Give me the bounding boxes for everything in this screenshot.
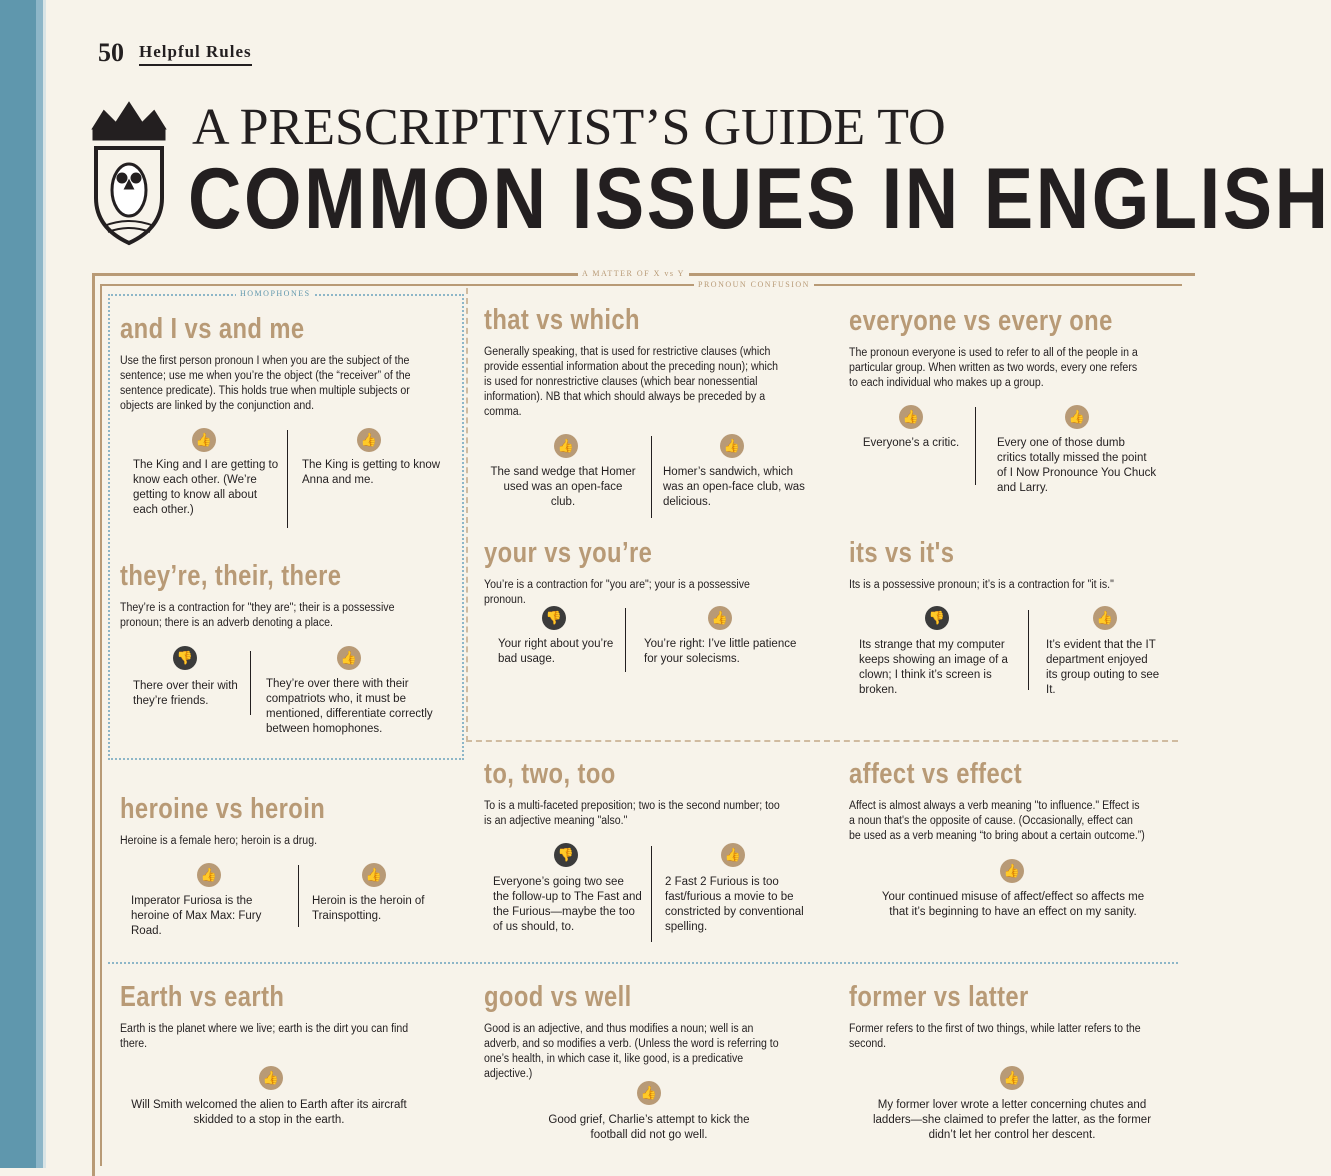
section-former-vs-latter bbox=[849, 981, 1171, 1052]
thumbs-up-icon: 👍 bbox=[362, 863, 386, 887]
divider bbox=[975, 407, 976, 485]
example-correct: The King and I are getting to know each other. (We’re getting to know all about each other.) bbox=[133, 459, 279, 516]
thumbs-up-icon: 👍 bbox=[637, 1081, 661, 1105]
page-number: 50 bbox=[98, 38, 124, 67]
section-title: that vs which bbox=[484, 304, 640, 336]
section-to-two-too bbox=[484, 758, 814, 829]
section-that-vs-which bbox=[484, 304, 814, 420]
example-correct: They’re over there with their compatriots who, it must be mentioned, differentiate correctly between homophones. bbox=[266, 678, 433, 735]
section-description: Affect is almost always a verb meaning "to influence." Effect is a noun that's the opposite of cause. (Occasionally, effect can be used as a verb meaning “to bring about a certain outcome.”) bbox=[849, 800, 1145, 842]
section-title: affect vs effect bbox=[849, 758, 1023, 790]
section-everyone-vs-every-one bbox=[849, 305, 1171, 391]
example-correct: Everyone’s a critic. bbox=[862, 437, 960, 449]
section-title: good vs well bbox=[484, 981, 632, 1013]
example-incorrect: There over their with they’re friends. bbox=[133, 680, 238, 707]
divider bbox=[250, 651, 251, 715]
example-correct: Your continued misuse of affect/effect so affects me that it’s beginning to have an effect on my sanity. bbox=[881, 891, 1145, 918]
section-its-vs-its bbox=[849, 537, 1171, 593]
section-theyre-their-there bbox=[120, 560, 450, 631]
example-incorrect: Everyone’s going two see the follow-up to The Fast and the Furious—maybe the too of us should, to. bbox=[493, 876, 642, 933]
example-correct: The King is getting to know Anna and me. bbox=[302, 459, 441, 486]
example-incorrect: Its strange that my computer keeps showing an image of a clown; I think it’s screen is broken. bbox=[859, 639, 1008, 696]
side-stripe bbox=[0, 0, 36, 1168]
side-stripe-light bbox=[36, 0, 43, 1168]
thumbs-up-icon: 👍 bbox=[708, 606, 732, 630]
thumbs-up-icon: 👍 bbox=[1093, 606, 1117, 630]
thumbs-up-icon: 👍 bbox=[259, 1066, 283, 1090]
thumbs-up-icon: 👍 bbox=[197, 863, 221, 887]
section-description: Earth is the planet where we live; earth is the dirt you can find there. bbox=[120, 1023, 409, 1050]
example-incorrect: Your right about you’re bad usage. bbox=[498, 638, 614, 665]
example-correct: My former lover wrote a letter concerning chutes and ladders—she claimed to prefer the latter, as the former didn’t let her control her descent. bbox=[872, 1099, 1152, 1141]
section-good-vs-well bbox=[484, 981, 814, 1082]
divider bbox=[1028, 610, 1029, 690]
example-correct: Will Smith welcomed the alien to Earth after its aircraft skidded to a stop in the earth. bbox=[131, 1099, 407, 1126]
thumbs-up-icon: 👍 bbox=[721, 843, 745, 867]
section-your-vs-youre bbox=[484, 537, 814, 608]
section-title: your vs you’re bbox=[484, 537, 653, 569]
thumbs-up-icon: 👍 bbox=[1065, 405, 1089, 429]
thumbs-up-icon: 👍 bbox=[899, 405, 923, 429]
headline-line-1: A PRESCRIPTIVIST’S GUIDE TO bbox=[192, 99, 946, 156]
thumbs-down-icon: 👎 bbox=[554, 843, 578, 867]
example-correct: Every one of those dumb critics totally missed the point of I Now Pronounce You Chuck and Larry. bbox=[997, 437, 1157, 494]
section-description: Former refers to the first of two things, while latter refers to the second. bbox=[849, 1023, 1141, 1050]
owl-crest-icon bbox=[88, 98, 170, 248]
section-description: Generally speaking, that is used for restrictive clauses (which provide essential information about the preceding noun); which is used for nonrestrictive clauses (which bear nonessential information). NB that which should always be preceded by a comma. bbox=[484, 346, 779, 418]
example-correct: Homer’s sandwich, which was an open-face club, was delicious. bbox=[663, 466, 805, 508]
section-description: You’re is a contraction for "you are"; your is a possessive pronoun. bbox=[484, 579, 750, 606]
page-title: Helpful Rules bbox=[139, 42, 252, 66]
section-description: Good is an adjective, and thus modifies a noun; well is an adverb, and so modifies a verb. (Unless the word is referring to one’s health, in which case it, like good, is a predicative adjective.) bbox=[484, 1023, 779, 1080]
section-earth-vs-earth bbox=[120, 981, 450, 1052]
divider bbox=[298, 865, 299, 927]
label-pronoun-confusion: PRONOUN CONFUSION bbox=[694, 280, 814, 289]
section-description: Heroine is a female hero; heroin is a drug. bbox=[120, 835, 318, 847]
section-and-i-vs-and-me bbox=[120, 313, 450, 414]
label-matter-of: A MATTER OF X vs Y bbox=[578, 269, 689, 278]
label-homophones: HOMOPHONES bbox=[236, 289, 315, 298]
section-title: former vs latter bbox=[849, 981, 1029, 1013]
section-affect-vs-effect bbox=[849, 758, 1171, 844]
example-correct: 2 Fast 2 Furious is too fast/furious a movie to be constricted by conventional spelling. bbox=[665, 876, 804, 933]
divider bbox=[651, 846, 652, 942]
thumbs-up-icon: 👍 bbox=[192, 428, 216, 452]
section-heroine-vs-heroin bbox=[120, 793, 450, 849]
headline-line-2: COMMON ISSUES IN ENGLISH bbox=[188, 151, 1331, 247]
section-description: They’re is a contraction for "they are"; their is a possessive pronoun; there is an adverb denoting a place. bbox=[120, 602, 395, 629]
thumbs-down-icon: 👎 bbox=[173, 646, 197, 670]
section-title: to, two, too bbox=[484, 758, 616, 790]
divider bbox=[651, 436, 652, 518]
section-title: Earth vs earth bbox=[120, 981, 285, 1013]
thumbs-up-icon: 👍 bbox=[357, 428, 381, 452]
thumbs-down-icon: 👎 bbox=[925, 606, 949, 630]
thumbs-up-icon: 👍 bbox=[554, 434, 578, 458]
divider bbox=[287, 430, 288, 528]
section-description: Its is a possessive pronoun; it’s is a contraction for "it is." bbox=[849, 579, 1114, 591]
thumbs-up-icon: 👍 bbox=[720, 434, 744, 458]
thumbs-up-icon: 👍 bbox=[337, 646, 361, 670]
section-title: heroine vs heroin bbox=[120, 793, 326, 825]
section-title: and I vs and me bbox=[120, 313, 305, 345]
section-title: its vs it's bbox=[849, 537, 955, 569]
section-description: To is a multi-faceted preposition; two is the second number; too is an adjective meaning "also." bbox=[484, 800, 780, 827]
example-correct: The sand wedge that Homer used was an open-face club. bbox=[490, 466, 636, 508]
thumbs-down-icon: 👎 bbox=[542, 606, 566, 630]
example-correct: Imperator Furiosa is the heroine of Max Max: Fury Road. bbox=[131, 895, 262, 937]
section-description: Use the first person pronoun I when you are the subject of the sentence; use me when you’re the object (the “receiver” of the sentence predicate). This holds true when multiple subjects or objects are linked by the conjunction and. bbox=[120, 355, 411, 412]
thumbs-up-icon: 👍 bbox=[1000, 1066, 1024, 1090]
section-title: everyone vs every one bbox=[849, 305, 1113, 337]
section-description: The pronoun everyone is used to refer to all of the people in a particular group. When written as two words, every one refers to each individual who makes up a group. bbox=[849, 347, 1138, 389]
example-correct: Heroin is the heroin of Trainspotting. bbox=[312, 895, 425, 922]
divider bbox=[625, 608, 626, 672]
thumbs-up-icon: 👍 bbox=[1000, 859, 1024, 883]
example-correct: Good grief, Charlie’s attempt to kick the football did not go well. bbox=[548, 1114, 750, 1141]
section-title: they’re, their, there bbox=[120, 560, 342, 592]
example-correct: You’re right: I’ve little patience for your solecisms. bbox=[644, 638, 797, 665]
section-divider bbox=[108, 962, 1178, 964]
example-correct: It’s evident that the IT department enjoyed its group outing to see It. bbox=[1046, 639, 1160, 696]
side-stripe-edge bbox=[43, 0, 46, 1168]
